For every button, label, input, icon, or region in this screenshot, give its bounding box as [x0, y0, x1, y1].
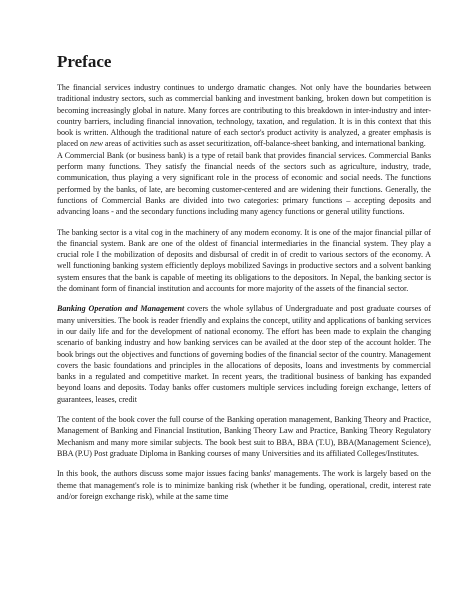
paragraph-intro-text-b: areas of activities such as asset securitization, off-balance-sheet banking, and international banking. — [103, 139, 426, 149]
book-title: Banking Operation and Management — [57, 304, 185, 314]
paragraph-authors: In this book, the authors discuss some major issues facing banks' managements. The work is largely based on the theme that management's role is to minimize banking risk (whether it be funding, operational, credit, interest rate and/or foreign exchange risk), while at the same time — [57, 469, 431, 501]
paragraph-book-overview — [57, 303, 431, 405]
paragraph-book-overview-text: covers the whole syllabus of Undergraduate and post graduate courses of many universities. The book is reader friendly and explains the concept, utility and applications of banking services in our daily life and for the development of national economy. The effort has been made to explain the changing scenario of banking industry and how banking services can be availed at the door step of the account holder. The book brings out the objectives and functions of governing bodies of the financial sector of the country. Management covers the basic foundations and principles in the allocations of deposits, loans and investments by commercial banks in a regulated and competitive market. In recent years, the traditional business of banking has expanded beyond loans and deposits. Today banks offer customers multiple services including foreign exchange, letters of guarantees, leases, credit — [57, 304, 431, 404]
paragraph-intro-text-a: The financial services industry continues to undergo dramatic changes. Not only have the boundaries between traditional industry sectors, such as commercial banking and investment banking, broken down but competition is becoming increasingly global in nature. Many forces are contributing to this breakdown in inter-industry and inter-country barriers, including financial innovation, technology, taxation, and regulation. It is in this context that this book is written. Although the traditional nature of each sector's product activity is analyzed, a greater emphasis is placed on — [57, 83, 431, 149]
paragraph-commercial-bank: A Commercial Bank (or business bank) is a type of retail bank that provides financial services. Commercial Banks perform many functions. They satisfy the financial needs of the sectors such as agriculture, industry, trade, communication, thus playing a very significant role in the process of economic and social needs. The functions performed by the banks, of late, are becoming customer-centered and are widening their functions. Generally, the functions of Commercial Banks are divided into two categories: primary functions – accepting deposits and advancing loans - and the secondary functions including many agency functions or general utility functions. — [57, 150, 431, 217]
paragraph-banking-sector: The banking sector is a vital cog in the machinery of any modern economy. It is one of the major financial pillar of the financial system. Bank are one of the oldest of financial intermediaries in the financial system. They play a crucial role I the mobilization of deposits and disbursal of credit in of credit to various sectors of the economy. A well functioning banking system efficiently deploys mobilized Savings in productive sectors and a solvent banking system ensures that the bank is capable of meeting its obligations to the depositors. In Nepal, the banking sector is the dominant form of financial institution and accounts for more majority of the assets of the financial sector. — [57, 227, 431, 294]
page-title: Preface — [57, 52, 112, 71]
paragraph-intro — [57, 82, 431, 150]
paragraph-content: The content of the book cover the full course of the Banking operation management, Banking Theory and Practice, Management of Banking and Financial Institution, Banking Theory Law and Practice, Banking Theory Regulatory Mechanism and many more similar subjects. The book best suit to BBA, BBA (T.U), BBA(Management Science), BBA (P.U) Post graduate Diploma in Banking courses of many Universities and its affiliated Colleges/Institutes. — [57, 415, 431, 458]
emphasis-new: new — [90, 139, 104, 149]
